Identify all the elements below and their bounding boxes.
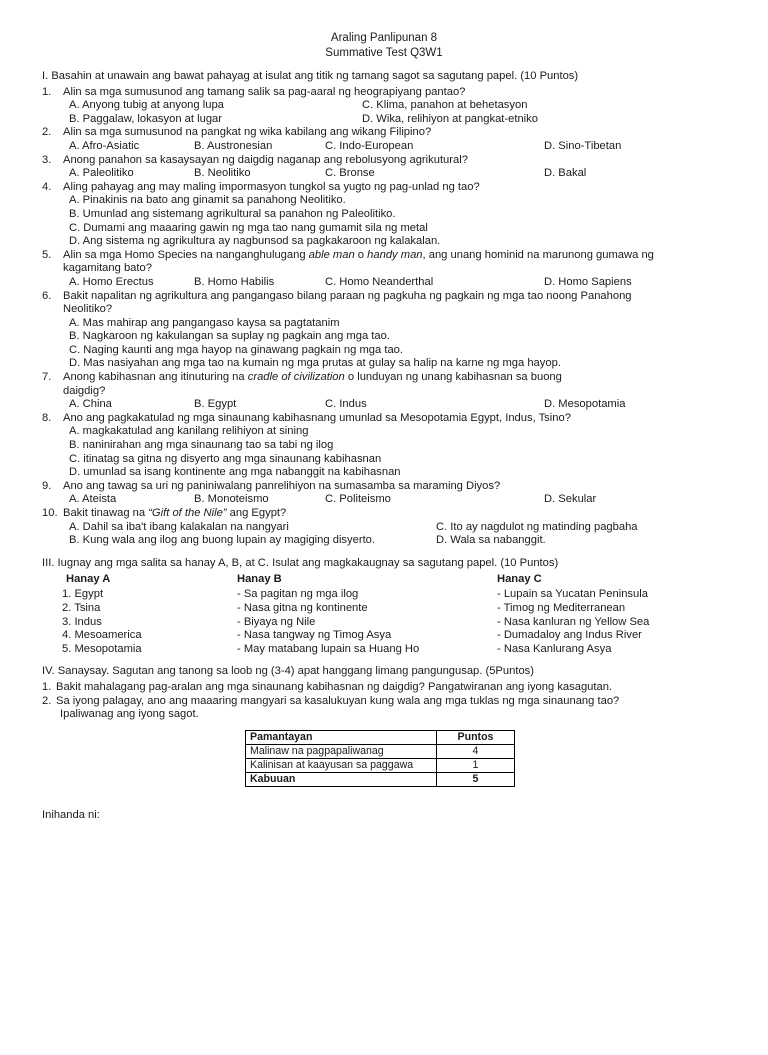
question-stem: Alin sa mga Homo Species na nanganghulugang able man o handy man, ang unang hominid na marunong gumawa ng (63, 248, 654, 261)
hanay-c-header: Hanay C (497, 573, 542, 586)
option-group (63, 140, 738, 154)
answer-option[interactable]: C. Ito ay nagdulot ng matinding pagbaha (436, 520, 638, 533)
question-stem: Aling pahayag ang may maling impormasyon tungkol sa yugto ng pag-unlad ng tao? (63, 180, 480, 193)
option-group (63, 493, 738, 507)
rubric-total-points: 5 (437, 772, 515, 786)
question-number: 8. (42, 411, 52, 424)
option-row (63, 398, 738, 412)
question-stem-continued: kagamitang bato? (63, 262, 152, 275)
title-subject: Araling Panlipunan 8 (330, 32, 438, 44)
question-number: 1. (42, 85, 52, 98)
hanay-row (42, 643, 738, 657)
answer-option[interactable]: D. umunlad sa isang kontinente ang mga nabanggit na kabihasnan (69, 466, 401, 479)
option-group (63, 194, 738, 248)
test-paper-page (0, 31, 768, 1055)
answer-option[interactable]: A. magkakatulad ang kanilang relihiyon at sining (69, 425, 309, 438)
option-group (63, 398, 738, 412)
question-stem-continued: Neolitiko? (63, 303, 113, 316)
hanay-cell[interactable]: - Lupain sa Yucatan Peninsula (497, 588, 648, 601)
answer-option[interactable]: C. Indus (325, 398, 367, 411)
answer-option[interactable]: D. Mesopotamia (544, 398, 626, 411)
hanay-cell[interactable]: 5. Mesopotamia (62, 642, 142, 655)
hanay-cell[interactable]: - Nasa Kanlurang Asya (497, 642, 612, 655)
hanay-column-headers (42, 573, 738, 588)
answer-option[interactable]: A. Anyong tubig at anyong lupa (69, 99, 224, 112)
option-row (63, 466, 738, 480)
question-stem: Bakit tinawag na “Gift of the Nile” ang Egypt? (63, 507, 287, 519)
option-row (63, 208, 738, 222)
answer-option[interactable]: A. Afro-Asiatic (69, 139, 140, 152)
question-number: 7. (42, 371, 52, 384)
answer-option[interactable]: D. Homo Sapiens (544, 275, 632, 288)
question-number: 5. (42, 248, 52, 261)
answer-option[interactable]: B. Paggalaw, lokasyon at lugar (69, 112, 222, 125)
option-row (63, 534, 738, 548)
rubric-table-wrapper (42, 730, 738, 787)
option-row (63, 194, 738, 208)
question-item (42, 412, 738, 480)
option-row (63, 439, 738, 453)
section-one-heading: I. Basahin at unawain ang bawat pahayag at isulat ang titik ng tamang sagot sa sagutang papel. (10 Puntos) (42, 70, 579, 82)
question-stem: Anong panahon sa kasaysayan ng daigdig naganap ang rebolusyong agrikutural? (63, 153, 468, 166)
rubric-header-row (246, 730, 515, 744)
option-group (63, 521, 738, 548)
question-stem: Alin sa mga sumusunod na pangkat ng wika kabilang ang wikang Filipino? (63, 126, 432, 139)
hanay-row (42, 629, 738, 643)
answer-option[interactable]: A. Homo Erectus (69, 275, 154, 288)
hanay-cell[interactable]: 2. Tsina (62, 601, 101, 614)
answer-option[interactable]: B. naninirahan ang mga sinaunang tao sa tabi ng ilog (69, 439, 334, 452)
option-row (63, 493, 738, 507)
section-three-heading: III. Iugnay ang mga salita sa hanay A, B, at C. Isulat ang magkakaugnay sa sagutang papel. (10 Puntos) (42, 556, 559, 569)
answer-option[interactable]: C. Homo Neanderthal (325, 275, 434, 288)
option-group (63, 276, 738, 290)
hanay-cell[interactable]: - May matabang lupain sa Huang Ho (237, 642, 420, 655)
hanay-cell[interactable]: 1. Egypt (62, 588, 104, 601)
answer-option[interactable]: C. Indo-European (325, 139, 414, 152)
hanay-b-header: Hanay B (237, 573, 282, 586)
question-number: 6. (42, 289, 52, 302)
answer-option[interactable]: A. Pinakinis na bato ang ginamit sa panahong Neolitiko. (69, 194, 346, 207)
essay-item (42, 681, 738, 695)
hanay-cell[interactable]: - Sa pagitan ng mga ilog (237, 588, 359, 601)
rubric-total-row (246, 772, 515, 786)
question-number: 9. (42, 479, 52, 492)
hanay-cell[interactable]: - Nasa gitna ng kontinente (237, 601, 368, 614)
option-row (63, 222, 738, 236)
title-assessment: Summative Test Q3W1 (325, 46, 443, 59)
answer-option[interactable]: C. Bronse (325, 167, 375, 180)
answer-option[interactable]: C. Klima, panahon at behetasyon (362, 99, 528, 112)
answer-option[interactable]: D. Bakal (544, 167, 587, 180)
option-row (63, 235, 738, 249)
question-item (42, 507, 738, 548)
section-one-question-list (42, 86, 738, 548)
essay-number: 1. (42, 680, 52, 693)
answer-option[interactable]: B. Nagkaroon ng kakulangan sa suplay ng pagkain ang mga tao. (69, 330, 390, 343)
answer-option[interactable]: A. Paleolitiko (69, 167, 134, 180)
answer-option[interactable]: A. China (69, 398, 112, 411)
answer-option[interactable]: A. Ateista (69, 493, 117, 506)
answer-option[interactable]: B. Austronesian (194, 139, 273, 152)
hanay-row (42, 616, 738, 630)
section-four-heading: IV. Sanaysay. Sagutan ang tanong sa loob ng (3-4) apat hanggang limang pangungusap. (5Puntos) (42, 665, 534, 678)
essay-question-list (42, 681, 738, 722)
question-number: 2. (42, 126, 52, 139)
option-row (63, 99, 738, 113)
hanay-cell[interactable]: - Nasa tangway ng Timog Asya (237, 629, 392, 642)
answer-option[interactable]: D. Sino-Tibetan (544, 139, 622, 152)
answer-option[interactable]: D. Mas nasiyahan ang mga tao na kumain ng mga prutas at gulay sa halip na karne ng mga hayop. (69, 357, 561, 370)
answer-option[interactable]: D. Sekular (544, 493, 597, 506)
question-stem: Ano ang pagkakatulad ng mga sinaunang kabihasnang umunlad sa Mesopotamia Egypt, Indus, Tsino? (63, 411, 571, 424)
question-item (42, 249, 738, 290)
question-number: 4. (42, 180, 52, 193)
answer-option[interactable]: D. Wala sa nabanggit. (436, 534, 546, 547)
rubric-body (246, 744, 515, 786)
question-item (42, 181, 738, 249)
option-row (63, 453, 738, 467)
rubric-criteria: Kalinisan at kaayusan sa paggawa (246, 758, 437, 772)
essay-text-continued: Ipaliwanag ang iyong sagot. (60, 708, 199, 721)
option-row (63, 317, 738, 331)
question-item (42, 86, 738, 127)
hanay-row-list (42, 588, 738, 656)
hanay-cell[interactable]: - Nasa kanluran ng Yellow Sea (497, 615, 650, 628)
option-row (63, 344, 738, 358)
question-item (42, 480, 738, 507)
rubric-header-criteria: Pamantayan (246, 730, 437, 744)
question-stem: Ano ang tawag sa uri ng paniniwalang panrelihiyon na sumasamba sa maraming Diyos? (63, 479, 501, 492)
answer-option[interactable]: A. Mas mahirap ang pangangaso kaysa sa pagtatanim (69, 316, 340, 329)
question-stem: Alin sa mga sumusunod ang tamang salik sa pag-aaral ng heograpiyang pantao? (63, 85, 466, 98)
option-group (63, 317, 738, 371)
answer-option[interactable]: B. Homo Habilis (194, 275, 275, 288)
rubric-points: 4 (437, 744, 515, 758)
rubric-header-points: Puntos (437, 730, 515, 744)
option-row (63, 113, 738, 127)
answer-option[interactable]: C. itinatag sa gitna ng disyerto ang mga sinaunang kabihasnan (69, 452, 382, 465)
rubric-table (245, 730, 515, 787)
essay-number: 2. (42, 694, 52, 707)
answer-option[interactable]: C. Politeismo (325, 493, 391, 506)
rubric-criteria: Malinaw na pagpapaliwanag (246, 744, 437, 758)
hanay-a-header: Hanay A (66, 573, 111, 586)
hanay-cell[interactable]: - Biyaya ng Nile (237, 615, 316, 628)
essay-item (42, 695, 738, 722)
option-group (63, 425, 738, 479)
question-stem-continued: daigdig? (63, 384, 106, 397)
answer-option[interactable]: B. Monoteismo (194, 493, 269, 506)
answer-option[interactable]: B. Neolitiko (194, 167, 251, 180)
option-row (63, 357, 738, 371)
hanay-row (42, 588, 738, 602)
answer-option[interactable]: A. Dahil sa iba't ibang kalakalan na nangyari (69, 520, 289, 533)
question-number: 3. (42, 153, 52, 166)
answer-option[interactable]: B. Kung wala ang ilog ang buong lupain ay magiging disyerto. (69, 534, 376, 547)
option-row (63, 276, 738, 290)
hanay-cell[interactable]: 3. Indus (62, 615, 102, 628)
answer-option[interactable]: C. Naging kaunti ang mga hayop na ginawang pagkain ng mga tao. (69, 343, 403, 356)
document-title (0, 31, 768, 60)
answer-option[interactable]: D. Wika, relihiyon at pangkat-etniko (362, 112, 538, 125)
rubric-row (246, 744, 515, 758)
answer-option[interactable]: B. Umunlad ang sistemang agrikultural sa panahon ng Paleolitiko. (69, 207, 396, 220)
question-stem: Anong kabihasnan ang itinuturing na cradle of civilization o lunduyan ng unang kabihasnan sa buong (63, 371, 562, 384)
option-row (63, 521, 738, 535)
question-item (42, 154, 738, 181)
option-group (63, 99, 738, 126)
hanay-cell[interactable]: - Timog ng Mediterranean (497, 601, 626, 614)
essay-text: Sa iyong palagay, ano ang maaaring mangyari sa kasalukuyan kung wala ang mga tuklas ng mga sinaunang tao? (56, 694, 620, 707)
hanay-cell[interactable]: 4. Mesoamerica (62, 629, 142, 642)
answer-option[interactable]: B. Egypt (194, 398, 237, 411)
option-row (63, 330, 738, 344)
answer-option[interactable]: D. Ang sistema ng agrikultura ay nagbunsod sa pagkakaroon ng kalakalan. (69, 235, 441, 248)
hanay-row (42, 602, 738, 616)
answer-option[interactable]: C. Dumami ang maaaring gawin ng mga tao nang gumamit sila ng metal (69, 221, 428, 234)
option-row (63, 167, 738, 181)
question-item (42, 290, 738, 372)
question-number: 10. (42, 507, 58, 519)
rubric-points: 1 (437, 758, 515, 772)
essay-text: Bakit mahalagang pag-aralan ang mga sinaunang kabihasnan ng daigdig? Pangatwiranan ang iyong kasagutan. (56, 680, 613, 693)
option-row (63, 425, 738, 439)
hanay-cell[interactable]: - Dumadaloy ang Indus River (497, 629, 642, 642)
test-content (42, 70, 738, 787)
question-stem: Bakit napalitan ng agrikultura ang pangangaso bilang paraan ng pagkuha ng pagkain ng mga tao noong Panahong (63, 289, 632, 302)
option-row (63, 140, 738, 154)
rubric-row (246, 758, 515, 772)
question-item (42, 126, 738, 153)
question-item (42, 371, 738, 412)
rubric-total-label: Kabuuan (246, 772, 437, 786)
prepared-by-label: Inihanda ni: (42, 808, 100, 821)
option-group (63, 167, 738, 181)
